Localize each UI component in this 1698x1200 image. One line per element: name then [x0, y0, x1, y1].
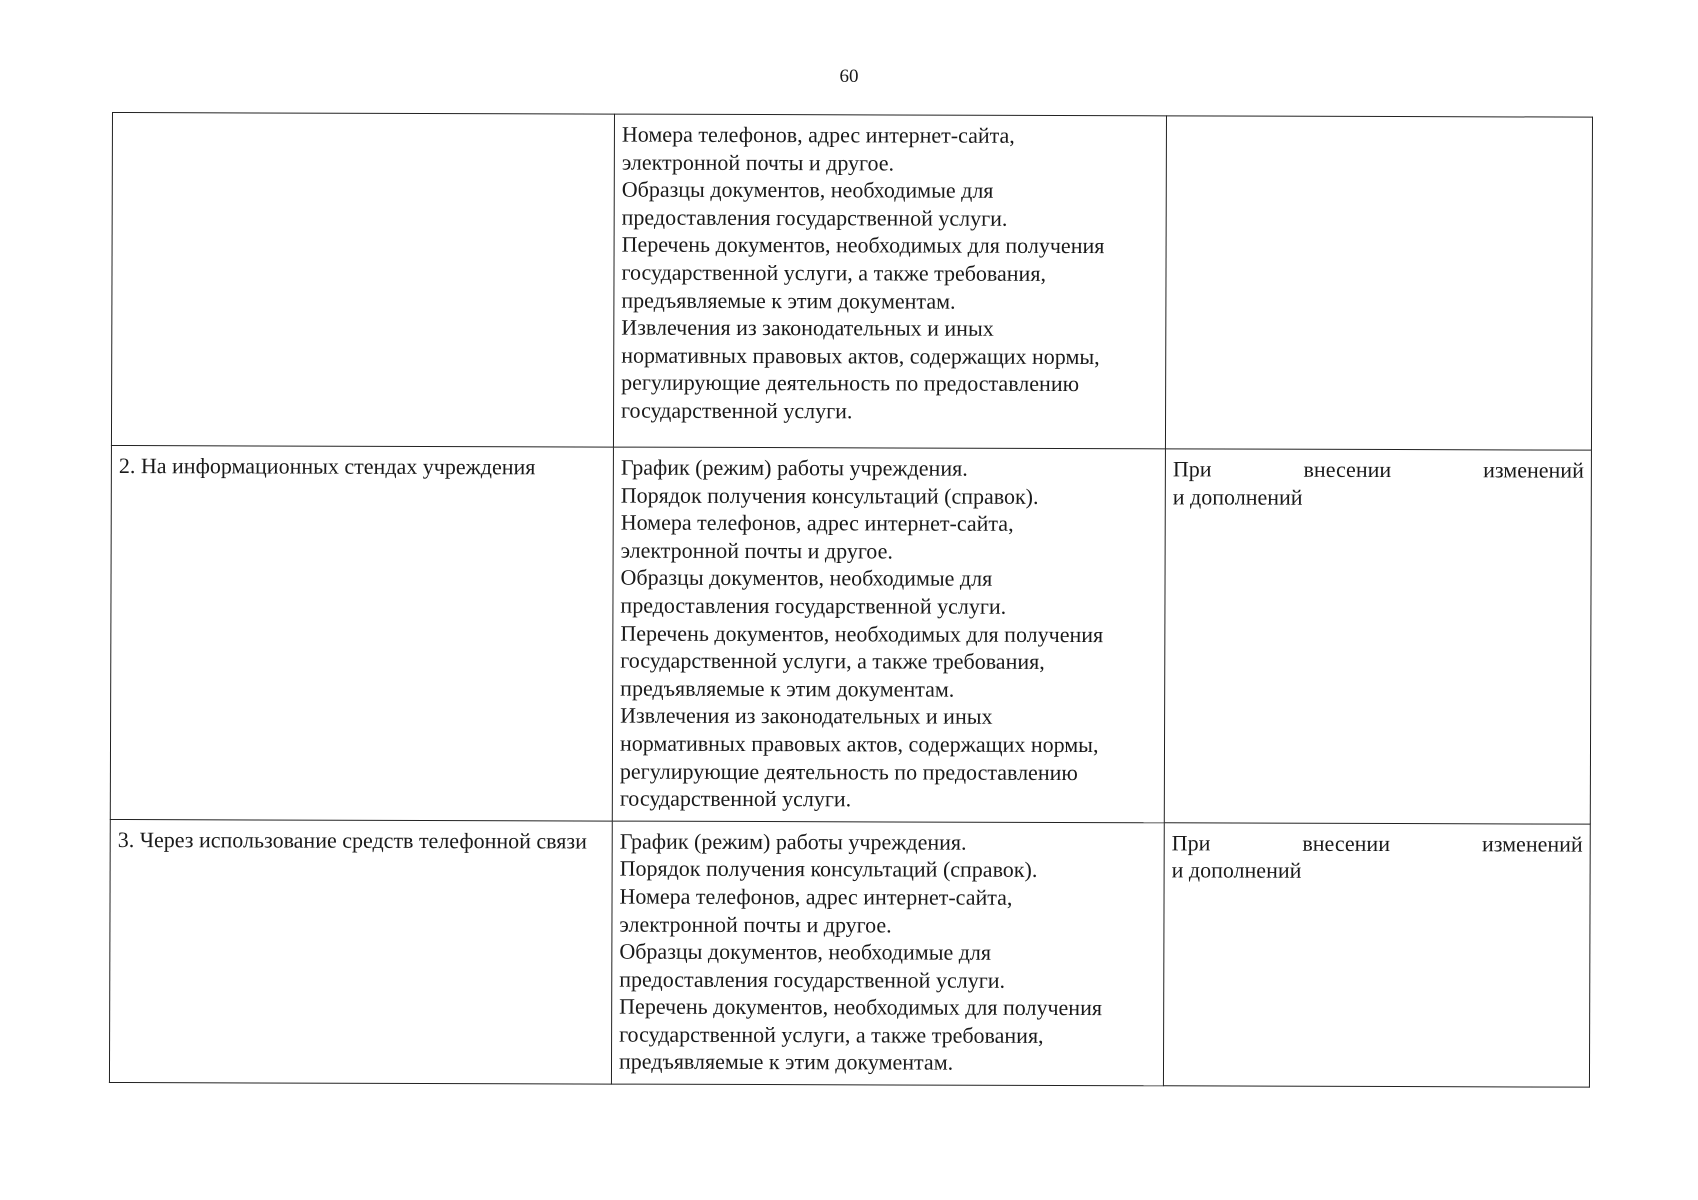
content-line: Перечень документов, необходимых для получения: [620, 620, 1104, 647]
table-row: [109, 819, 1590, 1087]
content-line: государственной услуги, а также требования,: [621, 259, 1047, 286]
update-line: и дополнений: [1172, 483, 1303, 510]
content-line: Номера телефонов, адрес интернет-сайта,: [619, 883, 1013, 910]
content-line: государственной услуги.: [619, 785, 852, 812]
content-line: Извлечения из законодательных и иных: [621, 314, 994, 341]
update-line: и дополнений: [1171, 857, 1302, 884]
content-line: предъявляемые к этим документам.: [621, 287, 956, 314]
update-cell: [1165, 116, 1592, 450]
table-row: [110, 445, 1591, 823]
content-line: предъявляемые к этим документам.: [620, 675, 955, 702]
content-line: Образцы документов, необходимые для: [621, 176, 994, 203]
content-line: государственной услуги.: [621, 397, 853, 424]
content-line: регулирующие деятельность по предоставлению: [619, 758, 1078, 785]
content-line: Извлечения из законодательных и иных: [620, 702, 993, 730]
content-line: государственной услуги, а также требования,: [619, 1021, 1044, 1048]
content-line: нормативных правовых актов, содержащих нормы,: [619, 730, 1099, 758]
update-word: изменений: [1483, 457, 1584, 483]
page-number: 60: [839, 66, 859, 87]
place-cell: 2. На информационных стендах учреждения: [110, 445, 613, 820]
update-word: При: [1172, 456, 1212, 482]
content-line: Порядок получения консультаций (справок).: [619, 855, 1038, 883]
content-line: предоставления государственной услуги.: [621, 204, 1008, 231]
information-table: [109, 112, 1593, 1088]
update-word: При: [1171, 830, 1211, 856]
update-word: изменений: [1481, 831, 1583, 857]
content-line: Порядок получения консультаций (справок).: [620, 482, 1039, 509]
content-cell: [611, 821, 1164, 1086]
content-line: Образцы документов, необходимые для: [619, 938, 992, 965]
place-cell: 3. Через использование средств телефонной связи: [109, 819, 612, 1084]
content-line: предоставления государственной услуги.: [620, 592, 1007, 619]
content-line: График (режим) работы учреждения.: [620, 454, 968, 481]
content-line: Номера телефонов, адрес интернет-сайта,: [620, 509, 1014, 537]
content-cell: [613, 114, 1166, 449]
table-body: [109, 113, 1592, 1088]
place-cell: [111, 113, 614, 448]
content-line: электронной почты и другое.: [621, 149, 895, 176]
update-line: [1172, 829, 1583, 858]
content-line: Перечень документов, необходимых для получения: [619, 993, 1103, 1021]
content-line: электронной почты и другое.: [619, 911, 892, 937]
content-line: государственной услуги, а также требования,: [620, 647, 1045, 675]
table-row: [111, 113, 1592, 451]
update-word: внесении: [1302, 830, 1391, 856]
update-line: [1173, 455, 1584, 484]
content-line: предъявляемые к этим документам.: [618, 1049, 954, 1076]
content-line: нормативных правовых актов, содержащих нормы,: [621, 342, 1100, 369]
content-line: предоставления государственной услуги.: [619, 966, 1006, 993]
content-cell: [612, 447, 1165, 822]
content-line: Образцы документов, необходимые для: [620, 564, 993, 592]
content-line: Перечень документов, необходимых для получения: [621, 231, 1105, 259]
content-line: регулирующие деятельность по предоставлению: [621, 369, 1080, 397]
content-line: Номера телефонов, адрес интернет-сайта,: [621, 121, 1015, 148]
update-cell: [1163, 823, 1590, 1088]
content-line: График (режим) работы учреждения.: [619, 828, 967, 855]
content-line: электронной почты и другое.: [620, 537, 893, 564]
update-cell: [1164, 449, 1591, 824]
update-word: внесении: [1303, 456, 1392, 483]
